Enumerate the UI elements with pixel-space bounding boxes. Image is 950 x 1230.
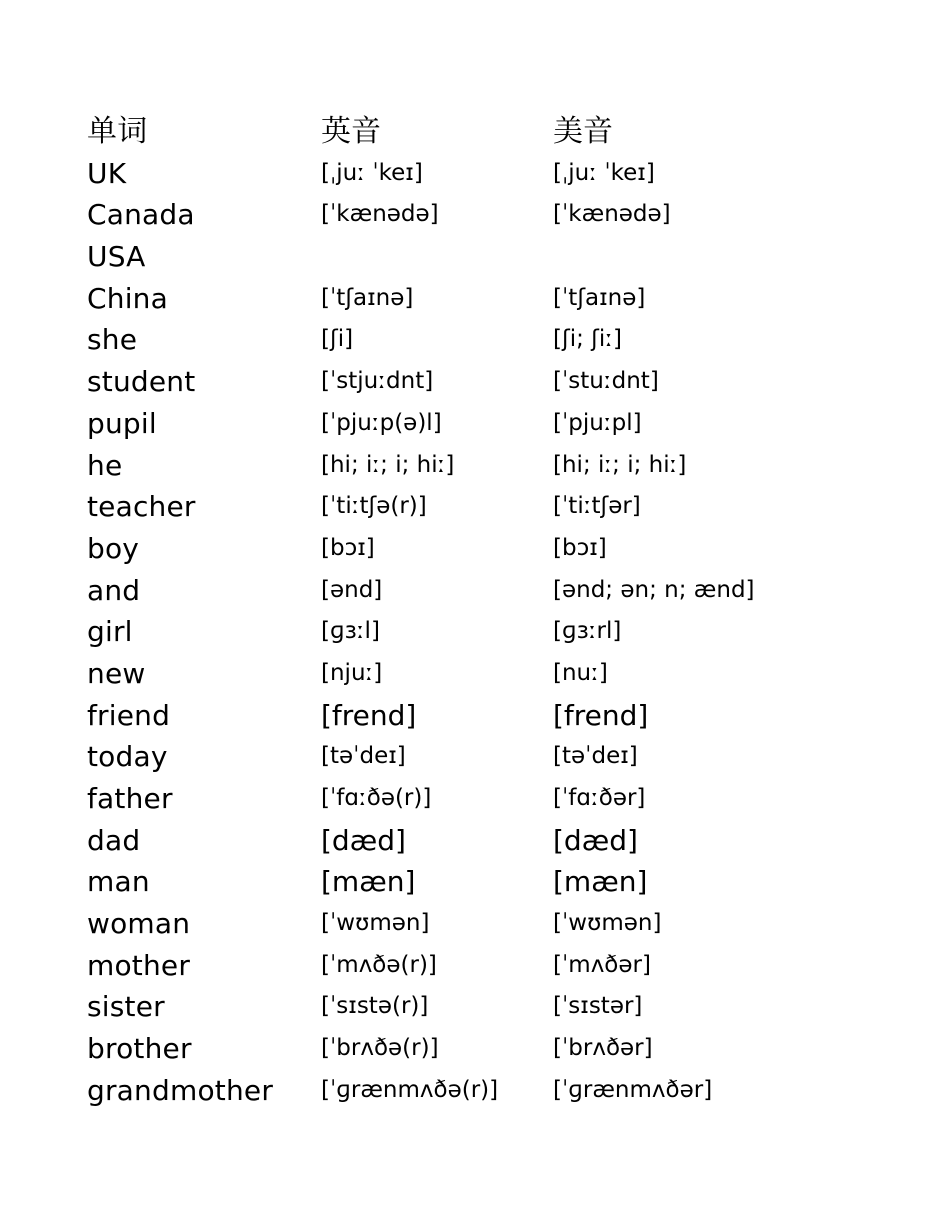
us-phonetic-cell: [ˈpjuːpl] bbox=[553, 409, 642, 436]
word-cell: student bbox=[87, 365, 196, 399]
word-cell: woman bbox=[87, 907, 191, 941]
us-phonetic-cell: [ˈwʊmən] bbox=[553, 910, 662, 937]
word-cell: today bbox=[87, 740, 168, 774]
uk-phonetic-cell: [ˈsɪstə(r)] bbox=[321, 993, 429, 1020]
table-row bbox=[87, 486, 847, 528]
us-phonetic-cell: [bɔɪ] bbox=[553, 534, 607, 561]
uk-phonetic-cell: [ˈkænədə] bbox=[321, 201, 439, 228]
table-row bbox=[87, 528, 847, 570]
uk-phonetic-cell: [ˌjuː ˈkeɪ] bbox=[321, 159, 423, 186]
word-cell: mother bbox=[87, 948, 191, 982]
uk-phonetic-cell: [ˈbrʌðə(r)] bbox=[321, 1035, 439, 1062]
table-row bbox=[87, 820, 847, 862]
table-row bbox=[87, 445, 847, 487]
uk-phonetic-cell: [ˈpjuːp(ə)l] bbox=[321, 409, 442, 436]
uk-phonetic-cell: [təˈdeɪ] bbox=[321, 743, 406, 770]
table-row bbox=[87, 278, 847, 320]
us-phonetic-cell: [ˈkænədə] bbox=[553, 201, 671, 228]
us-phonetic-cell: [hi; iː; i; hiː] bbox=[553, 451, 687, 478]
us-phonetic-cell: [mæn] bbox=[553, 865, 648, 899]
word-cell: girl bbox=[87, 615, 133, 649]
uk-phonetic-cell: [frend] bbox=[321, 698, 417, 732]
us-phonetic-cell: [ʃi; ʃiː] bbox=[553, 326, 622, 353]
us-phonetic-cell: [ˈbrʌðər] bbox=[553, 1035, 653, 1062]
uk-phonetic-cell: [hi; iː; i; hiː] bbox=[321, 451, 455, 478]
table-row bbox=[87, 945, 847, 987]
word-cell: UK bbox=[87, 156, 127, 190]
table-row bbox=[87, 986, 847, 1028]
word-cell: Canada bbox=[87, 198, 195, 232]
us-phonetic-cell: [dæd] bbox=[553, 823, 638, 857]
table-row bbox=[87, 361, 847, 403]
us-phonetic-cell: [ˈtiːtʃər] bbox=[553, 493, 641, 520]
word-cell: pupil bbox=[87, 406, 157, 440]
word-cell: boy bbox=[87, 531, 140, 565]
table-row bbox=[87, 570, 847, 612]
table-row bbox=[87, 778, 847, 820]
uk-phonetic-cell: [ˈɡrænmʌðə(r)] bbox=[321, 1076, 499, 1103]
us-phonetic-cell: [ˈɡrænmʌðər] bbox=[553, 1076, 713, 1103]
table-row bbox=[87, 611, 847, 653]
uk-phonetic-cell: [mæn] bbox=[321, 865, 416, 899]
table-row bbox=[87, 736, 847, 778]
word-cell: new bbox=[87, 656, 146, 690]
table-row bbox=[87, 1070, 847, 1112]
us-phonetic-cell: [ˈmʌðər] bbox=[553, 951, 651, 978]
word-cell: teacher bbox=[87, 490, 196, 524]
uk-phonetic-cell: [ʃi] bbox=[321, 326, 354, 353]
uk-phonetic-cell: [njuː] bbox=[321, 659, 383, 686]
word-cell: brother bbox=[87, 1032, 192, 1066]
uk-phonetic-cell: [ˈfɑːðə(r)] bbox=[321, 785, 432, 811]
header-word: 单词 bbox=[87, 114, 148, 149]
header-uk-pronunciation: 英音 bbox=[321, 114, 381, 149]
word-cell: she bbox=[87, 323, 138, 357]
uk-phonetic-cell: [ˈmʌðə(r)] bbox=[321, 951, 437, 978]
word-cell: man bbox=[87, 865, 150, 899]
table-row bbox=[87, 861, 847, 903]
table-row bbox=[87, 194, 847, 236]
word-cell: father bbox=[87, 782, 173, 815]
word-cell: grandmother bbox=[87, 1073, 274, 1107]
table-row bbox=[87, 403, 847, 445]
us-phonetic-cell: [ənd; ən; n; ænd] bbox=[553, 576, 755, 603]
us-phonetic-cell: [ˈstuːdnt] bbox=[553, 368, 659, 395]
uk-phonetic-cell: [ˈwʊmən] bbox=[321, 910, 430, 937]
uk-phonetic-cell: [ənd] bbox=[321, 576, 383, 603]
us-phonetic-cell: [ˈsɪstər] bbox=[553, 993, 643, 1020]
word-cell: and bbox=[87, 573, 141, 607]
vocabulary-table bbox=[87, 111, 847, 1112]
uk-phonetic-cell: [ˈtiːtʃə(r)] bbox=[321, 493, 427, 520]
table-row bbox=[87, 903, 847, 945]
us-phonetic-cell: [ˈtʃaɪnə] bbox=[553, 284, 646, 311]
uk-phonetic-cell: [ɡɜːl] bbox=[321, 618, 380, 645]
table-header-row bbox=[87, 111, 847, 153]
word-cell: he bbox=[87, 448, 123, 482]
word-cell: dad bbox=[87, 823, 141, 857]
table-row bbox=[87, 319, 847, 361]
table-row bbox=[87, 153, 847, 195]
table-row bbox=[87, 653, 847, 695]
uk-phonetic-cell: [ˈtʃaɪnə] bbox=[321, 284, 414, 311]
word-cell: USA bbox=[87, 240, 146, 274]
table-row bbox=[87, 695, 847, 737]
us-phonetic-cell: [təˈdeɪ] bbox=[553, 743, 638, 770]
us-phonetic-cell: [frend] bbox=[553, 698, 649, 732]
us-phonetic-cell: [ˌjuː ˈkeɪ] bbox=[553, 159, 655, 186]
table-row bbox=[87, 1028, 847, 1070]
uk-phonetic-cell: [ˈstjuːdnt] bbox=[321, 368, 434, 395]
header-us-pronunciation: 美音 bbox=[553, 114, 613, 149]
us-phonetic-cell: [ˈfɑːðər] bbox=[553, 785, 646, 811]
word-cell: friend bbox=[87, 698, 171, 732]
us-phonetic-cell: [nuː] bbox=[553, 659, 608, 686]
table-row bbox=[87, 236, 847, 278]
uk-phonetic-cell: [dæd] bbox=[321, 823, 406, 857]
word-cell: sister bbox=[87, 990, 165, 1024]
uk-phonetic-cell: [bɔɪ] bbox=[321, 534, 375, 561]
word-cell: China bbox=[87, 281, 168, 315]
us-phonetic-cell: [ɡɜːrl] bbox=[553, 618, 622, 645]
